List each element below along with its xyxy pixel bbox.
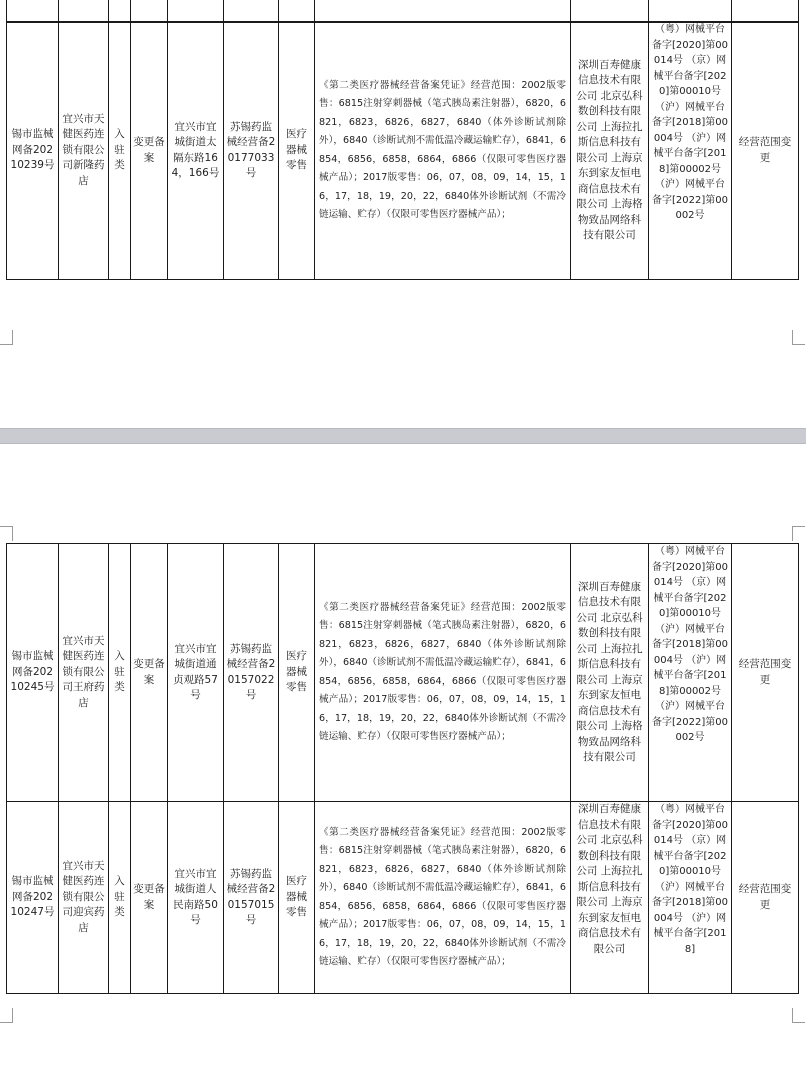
change-item: 经营范围变更 [732, 544, 799, 802]
record-table-page1 [6, 21, 799, 280]
page-separator [0, 428, 806, 444]
platform-record-nos: （粤）网械平台备字[2020]第00014号 （京）网械平台备字[2020]第00010号 （沪）网械平台备字[2018]第00004号 （沪）网械平台备字[2018]第00002号 （沪）网械平台备字[2022]第00002号 [649, 544, 732, 802]
change-type: 变更备案 [131, 802, 168, 994]
table-row [7, 544, 799, 802]
table-row [7, 22, 799, 280]
crop-mark [792, 330, 805, 345]
platform-companies: 深圳百寿健康信息技术有限公司 北京弘科数创科技有限公司 上海拉扎斯信息科技有限公司 上海京东到家友恒电商信息技术有限公司 上海格物致品网络科技有限公司 [571, 544, 649, 802]
crop-mark [0, 330, 13, 345]
record-table-page2 [6, 543, 799, 994]
business-type: 医疗器械零售 [279, 802, 315, 994]
license-no: 苏锡药监械经营备20157015号 [224, 802, 279, 994]
business-type: 医疗器械零售 [279, 544, 315, 802]
business-type: 医疗器械零售 [279, 22, 315, 280]
company-name: 宜兴市天健医药连锁有限公司王府药店 [59, 544, 109, 802]
category: 入驻类 [109, 544, 131, 802]
platform-companies: 深圳百寿健康信息技术有限公司 北京弘科数创科技有限公司 上海拉扎斯信息科技有限公司 上海京东到家友恒电商信息技术有限公司 上海格物致品网络科技有限公司 [571, 22, 649, 280]
table-top-stub [6, 0, 799, 23]
category: 入驻类 [109, 802, 131, 994]
crop-mark [792, 1008, 805, 1023]
crop-mark [0, 1008, 13, 1023]
record-no: 锡市监械网备20210245号 [7, 544, 59, 802]
change-type: 变更备案 [131, 22, 168, 280]
business-scope: 《第二类医疗器械经营备案凭证》经营范围：2002版零售：6815注射穿刺器械（笔式胰岛素注射器），6820，6821，6823，6826，6827，6840（体外诊断试剂除外），6840（诊断试剂不需低温冷藏运输贮存），6841，6854，6856，6858，6864，6866（仅限可零售医疗器械产品）；2017版零售：06，07，08，09，14，15，16，17，18，19，20，22，6840体外诊断试剂（不需冷链运输、贮存）（仅限可零售医疗器械产品）； [315, 22, 571, 280]
license-no: 苏锡药监械经营备20177033号 [224, 22, 279, 280]
license-no: 苏锡药监械经营备20157022号 [224, 544, 279, 802]
table-row [7, 802, 799, 994]
change-type: 变更备案 [131, 544, 168, 802]
platform-record-nos: （粤）网械平台备字[2020]第00014号 （京）网械平台备字[2020]第00010号 （沪）网械平台备字[2018]第00004号 （沪）网械平台备字[2018]第00002号 （沪）网械平台备字[2022]第00002号 [649, 22, 732, 280]
business-scope: 《第二类医疗器械经营备案凭证》经营范围：2002版零售：6815注射穿刺器械（笔式胰岛素注射器），6820，6821，6823，6826，6827，6840（体外诊断试剂除外），6840（诊断试剂不需低温冷藏运输贮存），6841，6854，6856，6858，6864，6866（仅限可零售医疗器械产品）；2017版零售：06，07，08，09，14，15，16，17，18，19，20，22，6840体外诊断试剂（不需冷链运输、贮存）（仅限可零售医疗器械产品）； [315, 802, 571, 994]
crop-mark [792, 526, 805, 541]
category: 入驻类 [109, 22, 131, 280]
record-no: 锡市监械网备20210239号 [7, 22, 59, 280]
address: 宜兴市宜城街道通贞观路57号 [168, 544, 224, 802]
company-name: 宜兴市天健医药连锁有限公司迎宾药店 [59, 802, 109, 994]
business-scope: 《第二类医疗器械经营备案凭证》经营范围：2002版零售：6815注射穿刺器械（笔式胰岛素注射器），6820，6821，6823，6826，6827，6840（体外诊断试剂除外），6840（诊断试剂不需低温冷藏运输贮存），6841，6854，6856，6858，6864，6866（仅限可零售医疗器械产品）；2017版零售：06，07，08，09，14，15，16，17，18，19，20，22，6840体外诊断试剂（不需冷链运输、贮存）（仅限可零售医疗器械产品）； [315, 544, 571, 802]
change-item: 经营范围变更 [732, 802, 799, 994]
change-item: 经营范围变更 [732, 22, 799, 280]
company-name: 宜兴市天健医药连锁有限公司新隆药店 [59, 22, 109, 280]
address: 宜兴市宜城街道人民南路50号 [168, 802, 224, 994]
platform-companies: 深圳百寿健康信息技术有限公司 北京弘科数创科技有限公司 上海拉扎斯信息科技有限公司 上海京东到家友恒电商信息技术有限公司 [571, 802, 649, 994]
address: 宜兴市宜城街道太隔东路164，166号 [168, 22, 224, 280]
platform-record-nos: （粤）网械平台备字[2020]第00014号 （京）网械平台备字[2020]第00010号 （沪）网械平台备字[2018]第00004号 （沪）网械平台备字[2018] [649, 802, 732, 994]
crop-mark [0, 526, 13, 541]
record-no: 锡市监械网备20210247号 [7, 802, 59, 994]
